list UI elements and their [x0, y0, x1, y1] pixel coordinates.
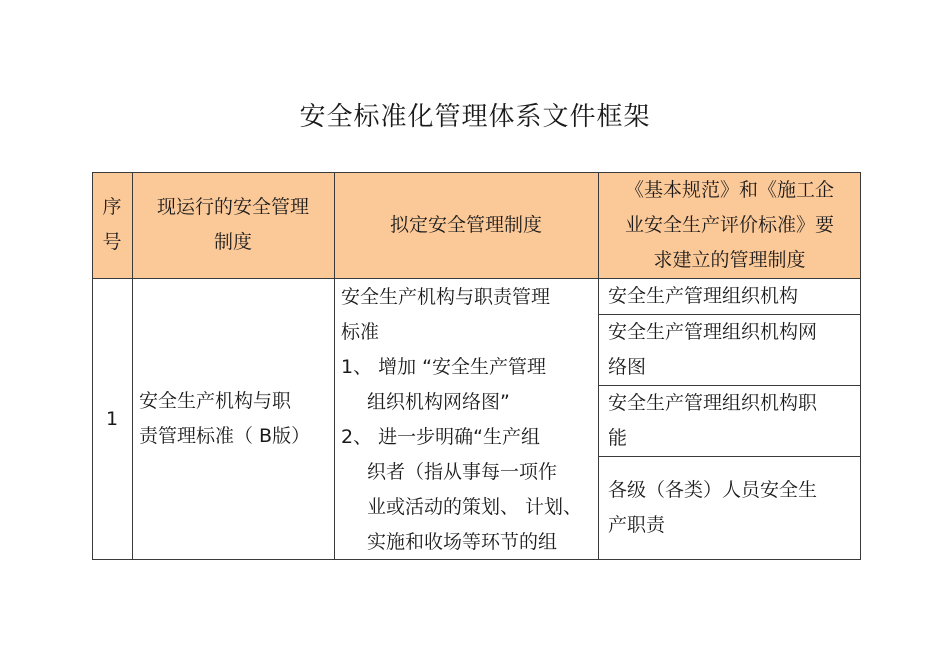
required-line: 能 — [608, 426, 628, 449]
required-divider — [598, 314, 861, 315]
proposed-line: 标准 — [341, 321, 380, 343]
row-number-value: 1 — [105, 407, 119, 430]
required-divider — [598, 456, 861, 457]
header-proposed-system — [334, 172, 598, 278]
table-border-left — [92, 172, 93, 560]
header-current-line: 现运行的安全管理 — [156, 196, 309, 218]
required-system-item — [598, 456, 861, 560]
proposed-line: 2、 进一步明确“生产组 — [341, 426, 540, 448]
proposed-line: 1、 增加 “安全生产管理 — [341, 356, 547, 378]
current-system-line: 责管理标准（ B版） — [139, 425, 311, 447]
header-current-line: 制度 — [213, 231, 252, 253]
required-system-item — [598, 278, 861, 314]
header-required-line: 求建立的管理制度 — [653, 248, 806, 271]
document-title: 安全标准化管理体系文件框架 — [299, 102, 651, 132]
header-number-line: 序 — [102, 196, 122, 218]
table-border-top — [92, 172, 861, 173]
required-system-item — [598, 314, 861, 385]
header-proposed-label: 拟定安全管理制度 — [389, 213, 542, 236]
header-number — [92, 172, 132, 278]
required-line: 安全生产管理组织机构网 — [608, 320, 818, 343]
proposed-line: 安全生产机构与职责管理 — [341, 286, 551, 308]
required-line: 各级（各类）人员安全生 — [608, 479, 818, 501]
header-required-line: 《基本规范》和《施工企 — [624, 178, 834, 201]
proposed-line: 业或活动的策划、 计划、 — [367, 496, 583, 518]
column-divider — [132, 172, 133, 560]
required-divider — [598, 385, 861, 386]
header-current-system — [132, 172, 334, 278]
proposed-line: 组织机构网络图” — [367, 391, 510, 413]
header-required-line: 业安全生产评价标准》要 — [624, 213, 834, 236]
row-proposed-system — [334, 280, 598, 560]
table-border-right — [860, 172, 861, 560]
required-line: 产职责 — [608, 514, 666, 536]
required-line: 安全生产管理组织机构职 — [608, 391, 818, 414]
proposed-line: 织者（指从事每一项作 — [367, 461, 558, 483]
row-current-system — [132, 278, 334, 560]
column-divider — [598, 172, 599, 560]
current-system-line: 安全生产机构与职 — [139, 390, 292, 412]
row-number — [92, 278, 132, 560]
required-system-item — [598, 385, 861, 456]
required-line: 络图 — [608, 355, 647, 378]
proposed-line: 实施和收场等环节的组 — [367, 531, 558, 553]
table-header-divider — [92, 278, 861, 279]
framework-table — [92, 172, 861, 560]
column-divider — [334, 172, 335, 560]
required-line: 安全生产管理组织机构 — [608, 284, 799, 307]
header-required-systems — [598, 172, 861, 278]
header-number-line: 号 — [102, 231, 122, 253]
table-border-bottom — [92, 559, 861, 560]
